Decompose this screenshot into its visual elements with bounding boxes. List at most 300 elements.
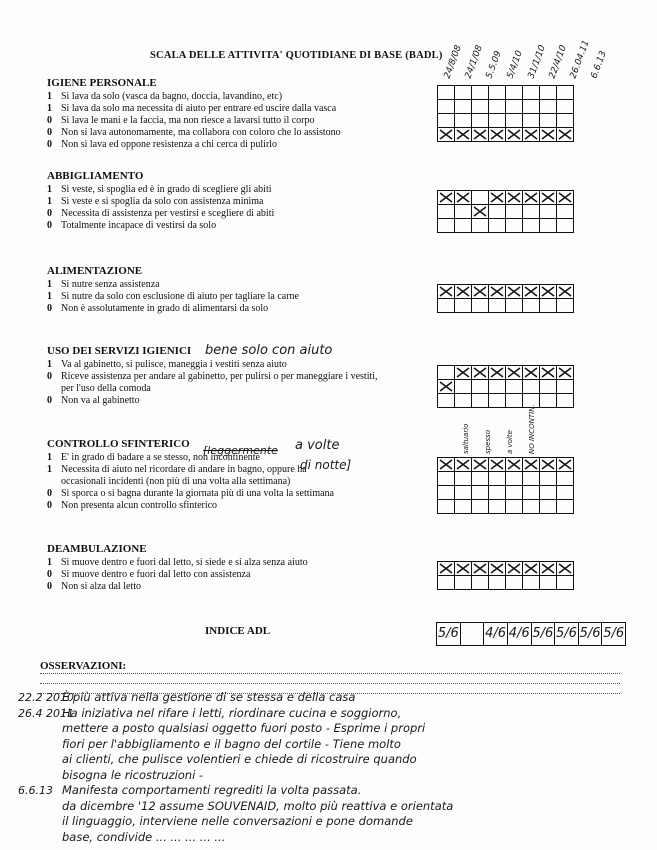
grid-cell: [523, 299, 540, 313]
grid-cell: [557, 394, 574, 408]
grid-cell: [455, 205, 472, 219]
cross-mark: [472, 285, 488, 298]
grid-cell: [557, 500, 574, 514]
criterion-text: Riceve assistenza per andare al gabinetto, per pulirsi o per maneggiare i vestiti,: [61, 371, 378, 382]
indice-value: 5/6: [555, 623, 579, 645]
criterion-item: [47, 220, 216, 232]
grid-cell: [523, 285, 540, 299]
criterion-score: 0: [47, 115, 52, 126]
grid-cell: [557, 128, 574, 142]
criterion-score: 1: [47, 359, 52, 370]
column-note: NO INCONTIN.: [528, 404, 536, 454]
grid-cell: [540, 86, 557, 100]
grid-cell: [506, 380, 523, 394]
grid-cell: [489, 486, 506, 500]
criterion-score: 0: [47, 395, 52, 406]
annotation-sfinterico-b: di notte]: [300, 458, 352, 472]
grid-cell: [472, 394, 489, 408]
grid-cell: [540, 486, 557, 500]
score-grid: [437, 284, 574, 313]
section-heading: DEAMBULAZIONE: [47, 543, 147, 555]
cross-mark: [540, 128, 556, 141]
grid-cell: [506, 100, 523, 114]
grid-cell: [540, 299, 557, 313]
criterion-text: Si nutre da solo con esclusione di aiuto per tagliare la carne: [61, 291, 299, 302]
grid-cell: [523, 86, 540, 100]
cross-mark: [506, 562, 522, 575]
criterion-text: Necessita di assistenza per vestirsi e scegliere di abiti: [61, 208, 275, 219]
grid-cell: [506, 472, 523, 486]
grid-cell: [557, 285, 574, 299]
criterion-text: Si lava le mani e la faccia, ma non riesce a lavarsi tutto il corpo: [61, 115, 315, 126]
grid-cell: [506, 114, 523, 128]
grid-cell: [506, 191, 523, 205]
grid-cell: [557, 191, 574, 205]
criterion-score: 1: [47, 452, 52, 463]
grid-cell: [438, 472, 455, 486]
criterion-score: 1: [47, 103, 52, 114]
grid-cell: [506, 86, 523, 100]
grid-cell: [523, 191, 540, 205]
grid-cell: [455, 100, 472, 114]
column-note: saltuario: [462, 423, 470, 454]
grid-cell: [489, 114, 506, 128]
criterion-score: 1: [47, 557, 52, 568]
grid-cell: [523, 219, 540, 233]
cross-mark: [472, 366, 488, 379]
criterion-item: [47, 488, 334, 500]
observation-text: il linguaggio, interviene nelle conversazioni e pone domande: [62, 814, 413, 828]
grid-cell: [455, 380, 472, 394]
criterion-text: Totalmente incapace di vestirsi da solo: [61, 220, 217, 231]
grid-cell: [455, 394, 472, 408]
indice-value: 5/6: [603, 626, 625, 641]
cross-mark: [523, 458, 539, 471]
grid-cell: [489, 380, 506, 394]
grid-cell: [455, 576, 472, 590]
criterion-text: Non si lava ed oppone resistenza a chi cerca di pulirlo: [61, 139, 278, 150]
criterion-score: 1: [47, 91, 52, 102]
dotted-line: [40, 672, 620, 674]
grid-cell: [523, 562, 540, 576]
criterion-score: 0: [47, 139, 52, 150]
criterion-text: Non si alza dal letto: [61, 581, 141, 592]
assessment-date: 24/1/08: [463, 43, 485, 80]
criterion-text: per l'uso della comoda: [61, 383, 151, 394]
indice-value: 4/6: [484, 623, 508, 645]
grid-cell: [540, 576, 557, 590]
cross-mark: [438, 380, 454, 393]
grid-cell: [438, 205, 455, 219]
criterion-score: 1: [47, 291, 52, 302]
grid-cell: [557, 486, 574, 500]
grid-cell: [523, 500, 540, 514]
grid-cell: [455, 500, 472, 514]
grid-cell: [540, 562, 557, 576]
grid-cell: [438, 366, 455, 380]
indice-value: 5/6: [579, 623, 603, 645]
grid-cell: [540, 366, 557, 380]
grid-cell: [472, 219, 489, 233]
cross-mark: [455, 458, 471, 471]
grid-cell: [523, 100, 540, 114]
criterion-item: [47, 500, 217, 512]
grid-cell: [506, 128, 523, 142]
score-grid: [437, 85, 574, 142]
score-grid: [437, 561, 574, 590]
criterion-item: [47, 139, 277, 151]
grid-cell: [455, 128, 472, 142]
criterion-score: 0: [47, 220, 52, 231]
criterion-score: 0: [47, 581, 52, 592]
observation-line: [18, 752, 417, 766]
observation-text: Manifesta comportamenti regrediti la volta passata.: [62, 783, 362, 797]
criterion-item: [47, 115, 315, 127]
grid-cell: [455, 285, 472, 299]
criterion-item: [47, 127, 341, 139]
criterion-score: 0: [47, 371, 52, 382]
grid-cell: [523, 366, 540, 380]
grid-cell: [455, 299, 472, 313]
grid-cell: [489, 299, 506, 313]
grid-cell: [438, 380, 455, 394]
grid-cell: [506, 299, 523, 313]
assessment-date: 22/4/10: [547, 43, 569, 80]
criterion-item: [47, 557, 308, 569]
annotation-sfinterico-strike: [leggermente: [203, 444, 278, 457]
criterion-score: 0: [47, 208, 52, 219]
assessment-date: 31/1/10: [526, 43, 548, 80]
grid-cell: [489, 191, 506, 205]
grid-cell: [455, 486, 472, 500]
observation-line: [18, 706, 401, 720]
section-heading: IGIENE PERSONALE: [47, 77, 157, 89]
cross-mark: [489, 285, 505, 298]
grid-cell: [540, 394, 557, 408]
indice-label: INDICE ADL: [205, 625, 271, 637]
grid-cell: [489, 128, 506, 142]
criterion-text: Non si lava autonomamente, ma collabora con coloro che lo assistono: [61, 127, 341, 138]
grid-cell: [455, 472, 472, 486]
grid-cell: [506, 458, 523, 472]
cross-mark: [455, 562, 471, 575]
observation-line: [18, 799, 453, 813]
cross-mark: [557, 128, 573, 141]
cross-mark: [540, 285, 556, 298]
observation-date: 22.2 2010: [18, 691, 74, 704]
grid-cell: [506, 394, 523, 408]
grid-cell: [472, 576, 489, 590]
observation-line: [18, 814, 413, 828]
column-note: spesso: [484, 430, 492, 454]
criterion-text: Si muove dentro e fuori dal letto con assistenza: [61, 569, 251, 580]
grid-cell: [489, 205, 506, 219]
grid-cell: [489, 500, 506, 514]
section-heading: ALIMENTAZIONE: [47, 265, 143, 277]
grid-cell: [438, 219, 455, 233]
grid-cell: [472, 458, 489, 472]
criterion-text: Si lava da solo ma necessita di aiuto per entrare ed uscire dalla vasca: [61, 103, 337, 114]
grid-cell: [472, 472, 489, 486]
grid-cell: [557, 458, 574, 472]
grid-cell: [438, 285, 455, 299]
criterion-score: 1: [47, 184, 52, 195]
criterion-score: 1: [47, 196, 52, 207]
grid-cell: [523, 380, 540, 394]
grid-cell: [438, 500, 455, 514]
grid-cell: [523, 114, 540, 128]
grid-cell: [438, 114, 455, 128]
grid-cell: [455, 458, 472, 472]
cross-mark: [540, 562, 556, 575]
cross-mark: [455, 128, 471, 141]
grid-cell: [472, 380, 489, 394]
criterion-text: Non presenta alcun controllo sfinterico: [61, 500, 218, 511]
grid-cell: [506, 576, 523, 590]
criterion-score: 0: [47, 488, 52, 499]
cross-mark: [489, 366, 505, 379]
cross-mark: [557, 458, 573, 471]
score-grid: [437, 365, 574, 408]
grid-cell: [472, 205, 489, 219]
criterion-item: [47, 91, 282, 103]
score-grid: [437, 457, 574, 514]
grid-cell: [472, 100, 489, 114]
criterion-text: Non è assolutamente in grado di alimentarsi da solo: [61, 303, 269, 314]
cross-mark: [523, 366, 539, 379]
grid-cell: [540, 205, 557, 219]
cross-mark: [557, 562, 573, 575]
criterion-item: [47, 291, 299, 303]
section-heading: ABBIGLIAMENTO: [47, 170, 144, 182]
score-grid: [437, 190, 574, 233]
grid-cell: [472, 486, 489, 500]
criterion-item: [47, 383, 151, 395]
grid-cell: [489, 562, 506, 576]
criterion-score: 0: [47, 127, 52, 138]
grid-cell: [540, 472, 557, 486]
grid-cell: [455, 366, 472, 380]
grid-cell: [455, 191, 472, 205]
grid-cell: [557, 114, 574, 128]
grid-cell: [438, 576, 455, 590]
grid-cell: [489, 366, 506, 380]
criterion-score: 1: [47, 464, 52, 475]
criterion-text: E' in grado di badare a se stesso, non incontinente: [61, 452, 260, 463]
criterion-item: [47, 303, 268, 315]
criterion-item: [47, 476, 290, 488]
grid-cell: [540, 114, 557, 128]
grid-cell: [472, 114, 489, 128]
cross-mark: [489, 458, 505, 471]
indice-value: [461, 623, 485, 645]
criterion-text: Va al gabinetto, si pulisce, maneggia i vestiti senza aiuto: [61, 359, 287, 370]
cross-mark: [489, 562, 505, 575]
observation-text: Ha iniziativa nel rifare i letti, riordinare cucina e soggiorno,: [62, 705, 402, 720]
grid-cell: [523, 576, 540, 590]
criterion-item: [47, 371, 378, 383]
observation-text: da dicembre '12 assume SOUVENAID, molto più reattiva e orientata: [62, 798, 454, 813]
criterion-item: [47, 103, 336, 115]
indice-scores: [436, 622, 626, 646]
cross-mark: [438, 562, 454, 575]
grid-cell: [489, 472, 506, 486]
criterion-text: Si nutre senza assistenza: [61, 279, 160, 290]
grid-cell: [540, 100, 557, 114]
grid-cell: [557, 366, 574, 380]
grid-cell: [438, 394, 455, 408]
cross-mark: [489, 128, 505, 141]
cross-mark: [557, 191, 573, 204]
form-title: SCALA DELLE ATTIVITA' QUOTIDIANE DI BASE (BADL): [150, 50, 443, 61]
grid-cell: [472, 128, 489, 142]
grid-cell: [438, 562, 455, 576]
grid-cell: [472, 562, 489, 576]
grid-cell: [438, 128, 455, 142]
cross-mark: [506, 458, 522, 471]
assessment-date: 6.6.13: [589, 49, 609, 80]
criterion-text: Si sporca o si bagna durante la giornata più di una volta la settimana: [61, 488, 334, 499]
observation-text: È più attiva nella gestione di se stessa e della casa: [62, 690, 356, 704]
grid-cell: [489, 285, 506, 299]
grid-cell: [557, 562, 574, 576]
cross-mark: [472, 458, 488, 471]
observation-text: fiori per l'abbigliamento e il bagno del cortile - Tiene molto: [62, 736, 401, 751]
observation-text: mettere a posto qualsiasi oggetto fuori posto - Esprime i propri: [62, 721, 426, 735]
grid-cell: [557, 86, 574, 100]
cross-mark: [557, 366, 573, 379]
grid-cell: [540, 285, 557, 299]
grid-cell: [540, 128, 557, 142]
grid-cell: [489, 458, 506, 472]
observation-line: [18, 737, 401, 751]
grid-cell: [472, 299, 489, 313]
cross-mark: [455, 285, 471, 298]
grid-cell: [455, 562, 472, 576]
criterion-text: Si veste e si spoglia da solo con assistenza minima: [61, 196, 264, 207]
grid-cell: [472, 366, 489, 380]
criterion-item: [47, 208, 274, 220]
grid-cell: [472, 191, 489, 205]
cross-mark: [506, 128, 522, 141]
grid-cell: [438, 191, 455, 205]
assessment-date: 24/8/08: [442, 43, 464, 80]
cross-mark: [472, 128, 488, 141]
cross-mark: [523, 285, 539, 298]
grid-cell: [438, 299, 455, 313]
cross-mark: [455, 191, 471, 204]
criterion-text: occasionali incidenti (non più di una volta alla settimana): [61, 476, 291, 487]
grid-cell: [523, 128, 540, 142]
grid-cell: [489, 394, 506, 408]
criterion-item: [47, 395, 140, 407]
criterion-text: Si lava da solo (vasca da bagno, doccia, lavandino, etc): [61, 91, 283, 102]
observation-line: [18, 768, 203, 782]
cross-mark: [523, 128, 539, 141]
grid-cell: [540, 219, 557, 233]
criterion-item: [47, 359, 287, 371]
grid-cell: [489, 219, 506, 233]
grid-cell: [506, 205, 523, 219]
grid-cell: [506, 366, 523, 380]
grid-cell: [455, 114, 472, 128]
grid-cell: [438, 86, 455, 100]
cross-mark: [455, 366, 471, 379]
cross-mark: [438, 191, 454, 204]
dotted-line: [40, 682, 620, 684]
observation-line: [18, 783, 361, 797]
grid-cell: [540, 500, 557, 514]
grid-cell: [523, 205, 540, 219]
grid-cell: [523, 472, 540, 486]
section-heading: USO DEI SERVIZI IGIENICI: [47, 345, 192, 357]
grid-cell: [506, 486, 523, 500]
cross-mark: [540, 191, 556, 204]
grid-cell: [438, 486, 455, 500]
observation-line: [18, 721, 425, 735]
observation-line: [18, 830, 225, 844]
grid-cell: [523, 486, 540, 500]
observation-text: bisogna le ricostruzioni -: [62, 767, 204, 782]
criterion-text: Necessita di aiuto nel ricordare di andare in bagno, oppure ha: [61, 464, 307, 475]
grid-cell: [557, 380, 574, 394]
grid-cell: [557, 205, 574, 219]
cross-mark: [523, 562, 539, 575]
cross-mark: [472, 205, 488, 218]
grid-cell: [472, 500, 489, 514]
grid-cell: [557, 100, 574, 114]
cross-mark: [523, 191, 539, 204]
indice-value: 5/6: [532, 623, 556, 645]
criterion-item: [47, 569, 250, 581]
section-heading: CONTROLLO SFINTERICO: [47, 438, 190, 450]
assessment-date: 26.04.11: [568, 38, 592, 80]
grid-cell: [506, 500, 523, 514]
cross-mark: [438, 128, 454, 141]
grid-cell: [557, 219, 574, 233]
grid-cell: [506, 219, 523, 233]
criterion-item: [47, 581, 141, 593]
grid-cell: [438, 100, 455, 114]
cross-mark: [540, 458, 556, 471]
cross-mark: [506, 285, 522, 298]
assessment-date: 5.5.09: [484, 49, 504, 80]
cross-mark: [540, 366, 556, 379]
grid-cell: [489, 86, 506, 100]
observation-date: 6.6.13: [18, 784, 53, 797]
grid-cell: [506, 285, 523, 299]
criterion-text: Non va al gabinetto: [61, 395, 140, 406]
column-note: a volte: [506, 430, 514, 454]
grid-cell: [455, 86, 472, 100]
grid-cell: [438, 458, 455, 472]
grid-cell: [472, 86, 489, 100]
grid-cell: [557, 576, 574, 590]
observation-text: ai clienti, che pulisce volentieri e chiede di ricostruire quando: [62, 752, 417, 766]
grid-cell: [489, 100, 506, 114]
grid-cell: [557, 472, 574, 486]
grid-cell: [540, 380, 557, 394]
criterion-text: Si veste, si spoglia ed è in grado di scegliere gli abiti: [61, 184, 272, 195]
annotation-servizi: bene solo con aiuto: [205, 343, 333, 358]
cross-mark: [438, 458, 454, 471]
criterion-item: [47, 279, 160, 291]
criterion-score: 0: [47, 500, 52, 511]
annotation-sfinterico-a: a volte: [295, 438, 340, 453]
grid-cell: [506, 562, 523, 576]
cross-mark: [557, 285, 573, 298]
cross-mark: [472, 562, 488, 575]
